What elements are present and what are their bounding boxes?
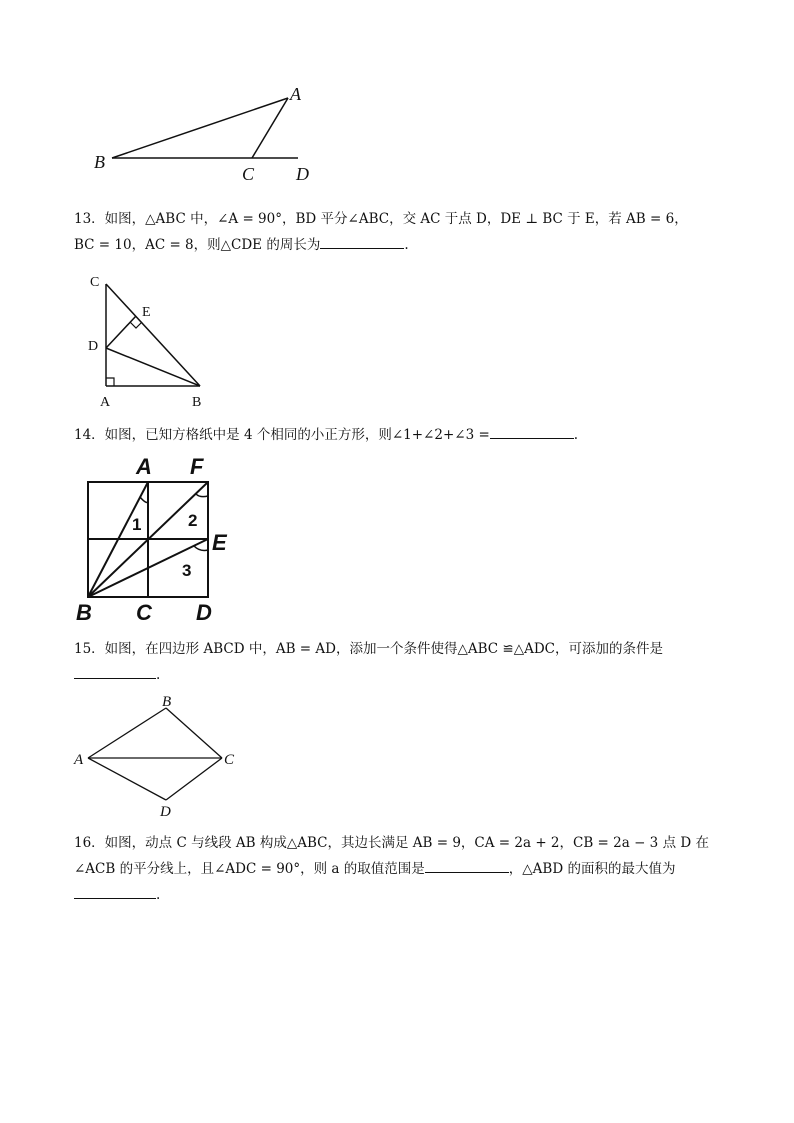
label-c: C — [242, 164, 255, 184]
grid-angles-diagram — [72, 452, 242, 627]
figure-q12 — [80, 80, 340, 190]
label-a: A — [290, 84, 301, 104]
label-b: B — [76, 600, 92, 625]
label-e: E — [142, 305, 151, 320]
q14-answer-blank[interactable] — [490, 423, 574, 439]
label-c: C — [224, 752, 235, 768]
label-d: D — [88, 339, 99, 354]
label-c: C — [90, 275, 100, 290]
line-da — [88, 758, 166, 800]
label-a: A — [74, 752, 84, 768]
label-b: B — [162, 694, 172, 710]
q15-line-1: 15．如图，在四边形 ABCD 中，AB = AD，添加一个条件使得△ABC ≌△ADC，可添加的条件是 — [74, 641, 663, 657]
q16-line-2-tail: ，△ABD 的面积的最大值为 — [508, 861, 676, 877]
question-14 — [74, 422, 724, 448]
q16-line-1: 16．如图，动点 C 与线段 AB 构成△ABC，其边长满足 AB = 9，CA = 2a + 2，CB = 2a − 3 点 D 在 — [74, 835, 709, 851]
q16-period: . — [156, 887, 161, 903]
q15-line-2 — [74, 662, 724, 688]
angle-label-1: 1 — [132, 515, 142, 534]
angle-arc-1 — [140, 497, 148, 502]
angle-arc-2 — [196, 494, 208, 497]
label-b: B — [192, 395, 202, 410]
label-d: D — [296, 164, 309, 184]
line-de — [106, 316, 136, 348]
question-16 — [74, 830, 724, 908]
q14-line-1-text: 14．如图，已知方格纸中是 4 个相同的小正方形，则∠1+∠2+∠3 = — [74, 427, 490, 443]
line-cb — [106, 284, 200, 386]
label-e: E — [212, 530, 227, 555]
line-ac — [252, 98, 288, 158]
q14-period: . — [573, 427, 579, 443]
label-d: D — [160, 804, 171, 820]
q16-line-2-text: ∠ACB 的平分线上，且∠ADC = 90°，则 a 的取值范围是 — [74, 861, 425, 877]
q13-line-1: 13．如图，△ABC 中，∠A = 90°，BD 平分∠ABC，交 AC 于点 D，DE ⊥ BC 于 E，若 AB = 6， — [74, 211, 688, 227]
label-a: A — [136, 454, 152, 479]
line-db — [106, 348, 200, 386]
q16-line-3 — [74, 882, 724, 908]
line-cd — [166, 758, 222, 800]
angle-label-2: 2 — [188, 511, 198, 530]
right-angle-mark-e — [130, 322, 142, 328]
label-f: F — [190, 454, 204, 479]
q13-line-2-text: BC = 10，AC = 8，则△CDE 的周长为 — [74, 237, 321, 253]
right-angle-mark-a — [106, 378, 114, 386]
line-bc — [166, 708, 222, 758]
q13-line-2 — [74, 232, 724, 258]
triangle-abc-diagram — [80, 80, 340, 190]
q16-answer-blank-1[interactable] — [425, 857, 509, 873]
figure-q13 — [80, 268, 220, 413]
line-ba — [112, 98, 288, 158]
q15-answer-blank[interactable] — [74, 663, 156, 679]
figure-q15 — [70, 690, 250, 820]
angle-label-3: 3 — [182, 561, 192, 580]
q14-line-1 — [74, 422, 724, 448]
q16-answer-blank-2[interactable] — [74, 883, 156, 899]
quadrilateral-diagram — [70, 690, 250, 820]
q13-answer-blank[interactable] — [320, 233, 404, 249]
label-c: C — [136, 600, 152, 625]
label-a: A — [100, 395, 111, 410]
figure-q14 — [72, 452, 242, 627]
q15-period: . — [156, 667, 161, 683]
q16-line-2 — [74, 856, 724, 882]
label-b: B — [94, 152, 105, 172]
q13-period: . — [404, 237, 409, 253]
question-13 — [74, 206, 724, 258]
right-triangle-diagram — [80, 268, 220, 413]
label-d: D — [196, 600, 212, 625]
question-15 — [74, 636, 724, 688]
angle-arc-3 — [194, 546, 208, 551]
line-ab — [88, 708, 166, 758]
